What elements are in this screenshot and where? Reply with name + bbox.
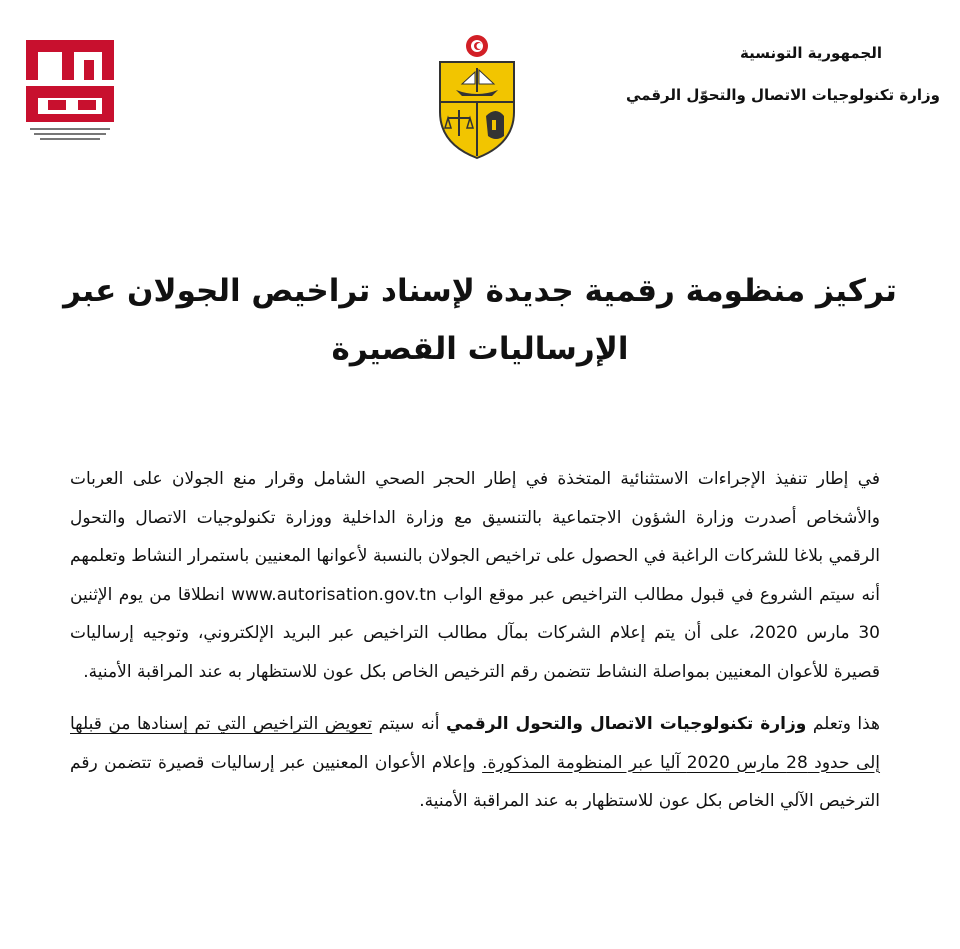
paragraph-2	[70, 705, 880, 821]
paragraph-1	[70, 460, 880, 691]
paragraph-2-text-a: هذا وتعلم	[812, 714, 881, 734]
country-name: الجمهورية التونسية	[740, 44, 882, 62]
paragraph-1-text-a: في إطار تنفيذ الإجراءات الاستثنائية المتخذة في إطار الحجر الصحي الشامل وقرار منع الجولان على العربات والأشخاص أصدرت وزارة الشؤون الاجتماعية بالتنسيق مع وزارة الداخلية ووزارة تكنولوجيات الاتصال والتحول الرقمي بلاغا للشركات الراغبة في الحصول على تراخيص الجولان بالنسبة لأعوانها المعنيين باستمرار النشاط وتعلمهم أنه سيتم الشروع في قبول مطالب التراخيص عبر موقع الواب	[70, 469, 881, 605]
website-url: www.autorisation.gov.tn	[231, 584, 437, 605]
paragraph-2-ministry: وزارة تكنولوجيات الاتصال والتحول الرقمي	[446, 714, 807, 734]
paragraph-2-text-c: وإعلام الأعوان المعنيين عبر إرساليات قصيرة تتضمن رقم الترخيص الآلي الخاص بكل عون للاستظهار به عند المراقبة الأمنية.	[70, 752, 880, 811]
paragraph-2-underlined: تعويض التراخيص التي تم إسنادها من قبلها إلى حدود 28 مارس 2020 آليا عبر المنظومة المذكورة.	[70, 714, 881, 773]
ministry-name: وزارة تكنولوجيات الاتصال والتحوّل الرقمي	[625, 86, 940, 104]
paragraph-1-text-b: انطلاقا من يوم الإثنين 30 مارس 2020، على أن يتم إعلام الشركات بمآل مطالب التراخيص عبر البريد الإلكتروني، وتوجيه إرساليات قصيرة للأعوان المعنيين بمواصلة النشاط تتضمن رقم الترخيص الخاص بكل عون للاستظهار به عند المراقبة الأمنية.	[70, 584, 880, 682]
document-body	[70, 460, 880, 821]
paragraph-2-text-b: أنه سيتم	[378, 714, 440, 734]
ministry-header	[520, 42, 940, 106]
document-title	[60, 262, 900, 378]
title-line-2: الإرساليات القصيرة	[331, 331, 629, 367]
title-line-1: تركيز منظومة رقمية جديدة لإسناد تراخيص الجولان عبر	[63, 273, 897, 309]
tunisia-coat-of-arms-icon	[432, 32, 522, 162]
ministry-logo-icon	[22, 38, 118, 144]
